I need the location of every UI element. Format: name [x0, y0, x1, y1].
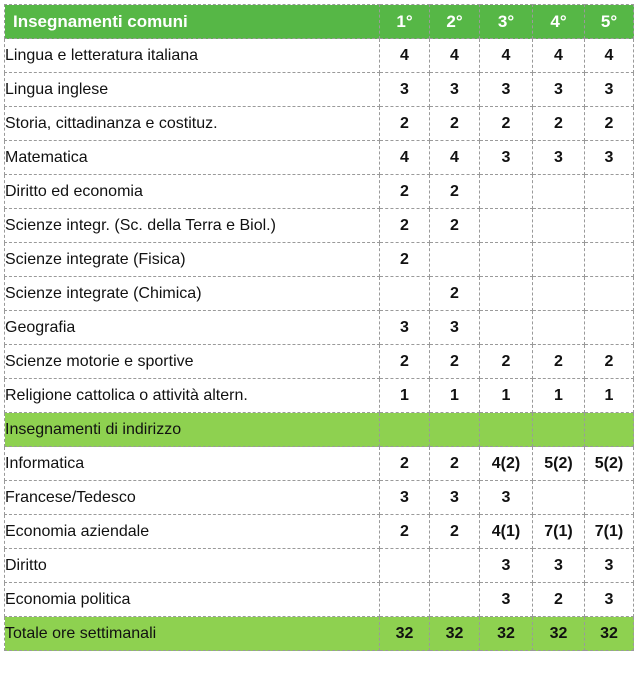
hours-cell: 2 [380, 447, 430, 481]
hours-cell [480, 175, 533, 209]
section-empty-cell [585, 413, 634, 447]
subject-name: Scienze integrate (Chimica) [5, 277, 380, 311]
hours-cell: 1 [585, 379, 634, 413]
table-row [5, 73, 634, 107]
hours-cell [533, 481, 585, 515]
total-row [5, 617, 634, 651]
hours-cell [380, 583, 430, 617]
subject-name: Francese/Tedesco [5, 481, 380, 515]
hours-cell: 3 [585, 73, 634, 107]
hours-cell: 4 [430, 39, 480, 73]
table-row [5, 379, 634, 413]
hours-cell: 2 [380, 243, 430, 277]
hours-cell [533, 277, 585, 311]
hours-cell: 2 [380, 345, 430, 379]
hours-cell: 1 [430, 379, 480, 413]
hours-cell [585, 277, 634, 311]
subject-name: Scienze integrate (Fisica) [5, 243, 380, 277]
table-header-row [5, 5, 634, 39]
hours-cell: 7(1) [585, 515, 634, 549]
hours-cell: 2 [380, 107, 430, 141]
hours-cell [533, 175, 585, 209]
hours-cell: 4(2) [480, 447, 533, 481]
year-header-5: 5° [585, 5, 634, 39]
hours-cell: 1 [533, 379, 585, 413]
table-row [5, 549, 634, 583]
hours-cell: 2 [585, 107, 634, 141]
year-header-4: 4° [533, 5, 585, 39]
hours-cell: 4 [380, 39, 430, 73]
hours-cell: 3 [480, 583, 533, 617]
hours-cell: 3 [533, 73, 585, 107]
hours-cell: 3 [380, 73, 430, 107]
hours-cell: 3 [480, 141, 533, 175]
hours-cell: 3 [533, 141, 585, 175]
hours-cell [585, 209, 634, 243]
hours-cell: 2 [430, 277, 480, 311]
hours-cell [430, 549, 480, 583]
subject-name: Matematica [5, 141, 380, 175]
hours-cell: 5(2) [585, 447, 634, 481]
hours-cell: 4 [533, 39, 585, 73]
hours-cell [380, 549, 430, 583]
hours-cell [585, 175, 634, 209]
hours-cell: 4(1) [480, 515, 533, 549]
hours-cell [480, 311, 533, 345]
hours-cell: 2 [430, 175, 480, 209]
subject-name: Lingua inglese [5, 73, 380, 107]
hours-cell: 2 [585, 345, 634, 379]
hours-cell: 4 [585, 39, 634, 73]
section-empty-cell [480, 413, 533, 447]
total-label: Totale ore settimanali [5, 617, 380, 651]
subject-name: Economia politica [5, 583, 380, 617]
subject-name: Scienze motorie e sportive [5, 345, 380, 379]
section-row [5, 413, 634, 447]
section-title: Insegnamenti di indirizzo [5, 413, 380, 447]
hours-cell [585, 243, 634, 277]
hours-cell [480, 243, 533, 277]
hours-cell [480, 209, 533, 243]
hours-cell: 1 [480, 379, 533, 413]
table-row [5, 175, 634, 209]
subject-name: Religione cattolica o attività altern. [5, 379, 380, 413]
hours-cell: 3 [380, 311, 430, 345]
hours-cell: 2 [380, 515, 430, 549]
hours-cell: 2 [533, 107, 585, 141]
hours-cell: 2 [533, 345, 585, 379]
table-row [5, 39, 634, 73]
table-row [5, 583, 634, 617]
hours-cell: 3 [380, 481, 430, 515]
subject-name: Geografia [5, 311, 380, 345]
table-row [5, 141, 634, 175]
hours-cell: 3 [430, 311, 480, 345]
hours-cell: 3 [585, 549, 634, 583]
header-title: Insegnamenti comuni [5, 5, 380, 39]
hours-cell [533, 311, 585, 345]
hours-cell [430, 243, 480, 277]
hours-cell [380, 277, 430, 311]
table-row [5, 311, 634, 345]
hours-cell: 1 [380, 379, 430, 413]
table-row [5, 209, 634, 243]
subject-name: Diritto ed economia [5, 175, 380, 209]
table-row [5, 243, 634, 277]
subject-name: Storia, cittadinanza e costituz. [5, 107, 380, 141]
section-empty-cell [380, 413, 430, 447]
total-hours-cell: 32 [430, 617, 480, 651]
hours-cell [533, 209, 585, 243]
hours-cell: 2 [380, 175, 430, 209]
subject-name: Lingua e letteratura italiana [5, 39, 380, 73]
hours-cell [480, 277, 533, 311]
hours-cell [533, 243, 585, 277]
hours-cell: 2 [430, 107, 480, 141]
hours-table [4, 4, 634, 651]
hours-cell: 2 [380, 209, 430, 243]
hours-cell: 4 [480, 39, 533, 73]
hours-cell: 3 [480, 549, 533, 583]
hours-cell [585, 311, 634, 345]
hours-cell: 3 [480, 481, 533, 515]
section-empty-cell [430, 413, 480, 447]
hours-cell [430, 583, 480, 617]
total-hours-cell: 32 [533, 617, 585, 651]
common-subjects [5, 39, 634, 413]
hours-cell: 2 [430, 209, 480, 243]
table-row [5, 107, 634, 141]
total-hours-cell: 32 [380, 617, 430, 651]
subject-name: Informatica [5, 447, 380, 481]
subject-name: Scienze integr. (Sc. della Terra e Biol.) [5, 209, 380, 243]
total-hours-cell: 32 [585, 617, 634, 651]
hours-cell: 3 [430, 73, 480, 107]
hours-cell: 5(2) [533, 447, 585, 481]
section-empty-cell [533, 413, 585, 447]
year-header-1: 1° [380, 5, 430, 39]
year-header-3: 3° [480, 5, 533, 39]
hours-cell: 3 [585, 583, 634, 617]
hours-cell: 2 [430, 345, 480, 379]
table-row [5, 345, 634, 379]
hours-cell: 7(1) [533, 515, 585, 549]
hours-cell: 3 [480, 73, 533, 107]
year-header-2: 2° [430, 5, 480, 39]
specific-subjects [5, 447, 634, 617]
hours-cell: 2 [480, 345, 533, 379]
hours-cell: 3 [585, 141, 634, 175]
hours-cell [585, 481, 634, 515]
hours-cell: 2 [480, 107, 533, 141]
section-divider [5, 413, 634, 447]
table-row [5, 481, 634, 515]
table-row [5, 277, 634, 311]
subject-name: Diritto [5, 549, 380, 583]
subject-name: Economia aziendale [5, 515, 380, 549]
hours-cell: 4 [430, 141, 480, 175]
hours-cell: 3 [430, 481, 480, 515]
hours-cell: 2 [430, 515, 480, 549]
hours-cell: 4 [380, 141, 430, 175]
hours-cell: 2 [533, 583, 585, 617]
table-row [5, 447, 634, 481]
table-row [5, 515, 634, 549]
hours-cell: 3 [533, 549, 585, 583]
total-hours-cell: 32 [480, 617, 533, 651]
hours-cell: 2 [430, 447, 480, 481]
